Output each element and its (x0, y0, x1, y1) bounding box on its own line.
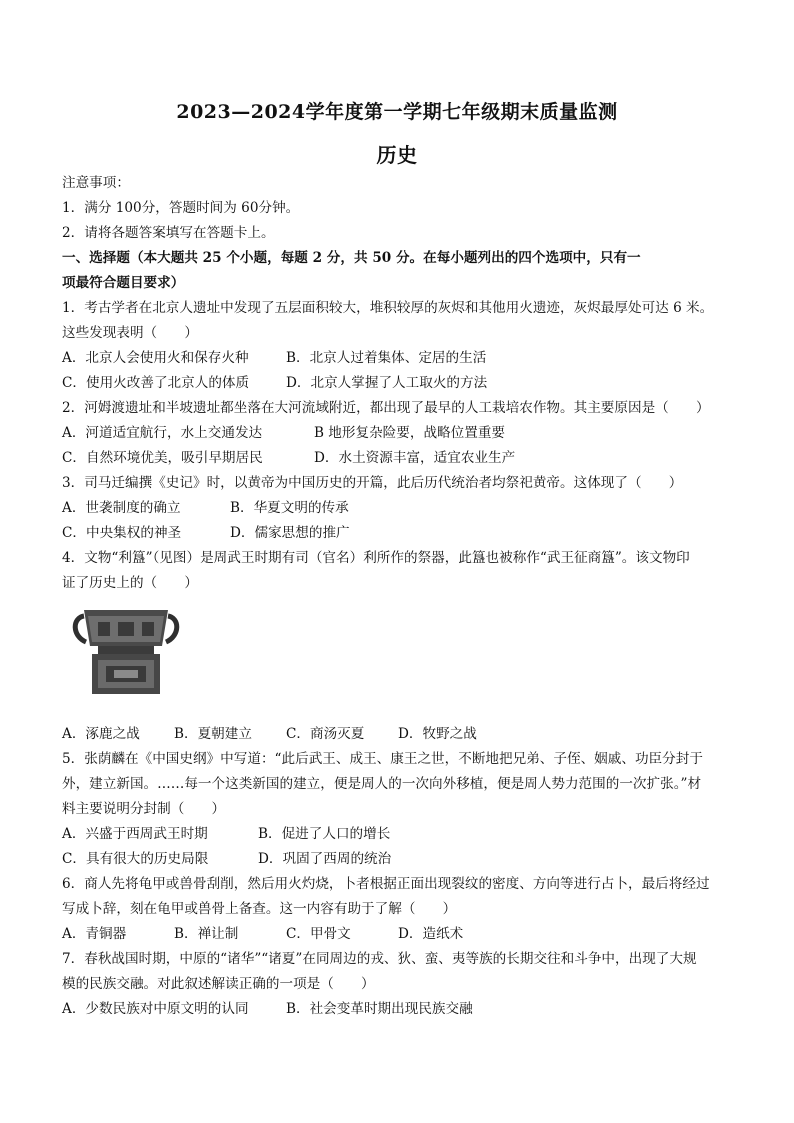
q6-option-b[interactable]: B．禅让制 (174, 926, 239, 942)
q3-option-c[interactable]: C．中央集权的神圣 (62, 525, 182, 541)
q6-option-d[interactable]: D．造纸术 (398, 926, 464, 942)
q2-option-b[interactable]: B 地形复杂险要，战略位置重要 (314, 425, 506, 441)
exam-subject: 历史 (376, 143, 418, 167)
exam-title: 2023—2024学年度第一学期七年级期末质量监测 (176, 101, 618, 123)
q3-option-b[interactable]: B．华夏文明的传承 (230, 500, 349, 516)
q5-options-row2 (62, 847, 738, 872)
q1-option-a[interactable]: A．北京人会使用火和保存火种 (62, 350, 249, 366)
q3-option-a[interactable]: A．世袭制度的确立 (62, 500, 181, 516)
q5-stem-line3: 料主要说明分封制（ ） (62, 801, 226, 817)
q6-options-row (62, 922, 738, 947)
q2-option-c[interactable]: C．自然环境优美，吸引早期居民 (62, 450, 263, 466)
q3-options-row2 (62, 521, 738, 546)
q1-option-d[interactable]: D．北京人掌握了人工取火的方法 (286, 375, 488, 391)
q6-option-a[interactable]: A．青铜器 (62, 926, 127, 942)
artifact-figure (62, 596, 738, 722)
q4-options-row (62, 722, 738, 747)
q5-option-a[interactable]: A．兴盛于西周武王时期 (62, 826, 208, 842)
q1-stem-line1: 1．考古学者在北京人遗址中发现了五层面积较大，堆积较厚的灰烬和其他用火遗迹，灰烬最厚处可达 6 米。 (62, 300, 714, 316)
q5-option-b[interactable]: B．促进了人口的增长 (258, 826, 391, 842)
q4-option-c[interactable]: C．商汤灭夏 (286, 726, 365, 742)
q7-stem-line2: 模的民族交融。对此叙述解读正确的一项是（ ） (62, 976, 375, 992)
q5-options-row1 (62, 822, 738, 847)
q5-stem-line2: 外，建立新国。……每一个这类新国的建立，便是周人的一次向外移植，便是周人势力范围的一次扩张。”材 (62, 776, 702, 792)
q6-stem-line1: 6．商人先将龟甲或兽骨刮削，然后用火灼烧，卜者根据正面出现裂纹的密度、方向等进行占卜，最后将经过 (62, 876, 710, 892)
q4-stem-line1: 4．文物“利簋”（见图）是周武王时期有司（官名）利所作的祭器，此簋也被称作“武王征商簋”。该文物印 (62, 550, 690, 566)
exam-content (62, 171, 738, 1022)
q3-option-d[interactable]: D．儒家思想的推广 (230, 525, 350, 541)
q6-option-c[interactable]: C．甲骨文 (286, 926, 351, 942)
q7-option-b[interactable]: B．社会变革时期出现民族交融 (286, 1001, 473, 1017)
q1-option-c[interactable]: C．使用火改善了北京人的体质 (62, 375, 250, 391)
q1-options-row2 (62, 371, 738, 396)
q1-option-b[interactable]: B．北京人过着集体、定居的生活 (286, 350, 487, 366)
q7-option-a[interactable]: A．少数民族对中原文明的认同 (62, 1001, 249, 1017)
q5-option-c[interactable]: C．具有很大的历史局限 (62, 851, 209, 867)
section-heading-line1: 一、选择题（本大题共 25 个小题，每题 2 分，共 50 分。在每小题列出的四个选项中，只有一 (62, 250, 641, 266)
q2-stem-line1: 2．河姆渡遗址和半坡遗址都坐落在大河流域附近，都出现了最早的人工栽培农作物。其主要原因是（ ） (62, 400, 710, 416)
q5-stem-line1: 5．张荫麟在《中国史纲》中写道：“此后武王、成王、康王之世，不断地把兄弟、子侄、姻戚、功臣分封于 (62, 751, 703, 767)
q5-option-d[interactable]: D．巩固了西周的统治 (258, 851, 392, 867)
q6-stem-line2: 写成卜辞，刻在龟甲或兽骨上备查。这一内容有助于了解（ ） (62, 901, 457, 917)
q2-options-row2 (62, 446, 738, 471)
notice-heading: 注意事项： (62, 175, 130, 191)
q2-option-a[interactable]: A．河道适宜航行，水上交通发达 (62, 425, 263, 441)
notice-item-2: 2．请将各题答案填写在答题卡上。 (62, 225, 275, 241)
q4-stem-line2: 证了历史上的（ ） (62, 575, 198, 591)
q2-option-d[interactable]: D．水土资源丰富，适宜农业生产 (314, 450, 516, 466)
li-gui-bronze-vessel-icon (70, 602, 182, 698)
q4-option-d[interactable]: D．牧野之战 (398, 726, 477, 742)
q7-options-row1 (62, 997, 738, 1022)
q4-option-b[interactable]: B．夏朝建立 (174, 726, 252, 742)
q7-stem-line1: 7．春秋战国时期，中原的“诸华”“诸夏”在同周边的戎、狄、蛮、夷等族的长期交往和斗争中，出现了大规 (62, 951, 697, 967)
q1-options-row1 (62, 346, 738, 371)
q1-stem-line2: 这些发现表明（ ） (62, 325, 198, 341)
notice-item-1: 1．满分 100分，答题时间为 60分钟。 (62, 200, 300, 216)
q4-option-a[interactable]: A．涿鹿之战 (62, 726, 140, 742)
q2-options-row1 (62, 421, 738, 446)
q3-options-row1 (62, 496, 738, 521)
q3-stem-line1: 3．司马迁编撰《史记》时，以黄帝为中国历史的开篇，此后历代统治者均祭祀黄帝。这体现了（ ） (62, 475, 683, 491)
section-heading-line2: 项最符合题目要求） (62, 275, 185, 291)
